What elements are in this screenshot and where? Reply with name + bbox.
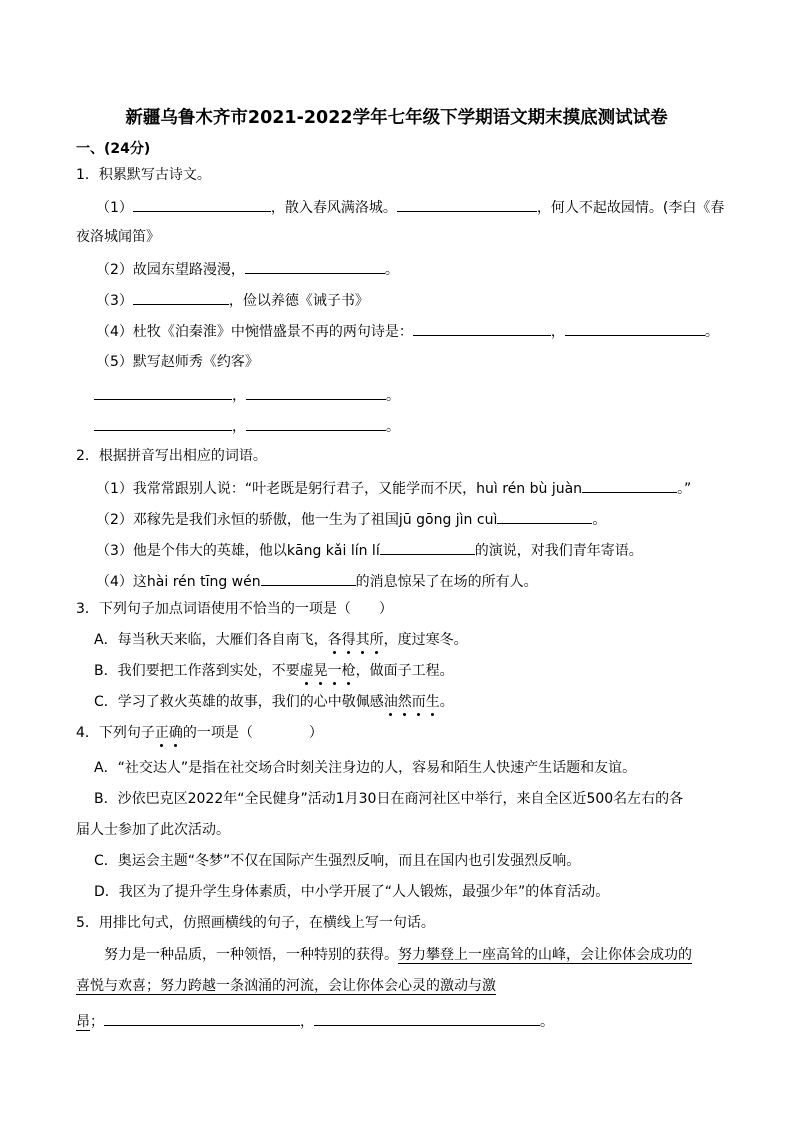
q2-i1-end: 。” (677, 481, 692, 497)
question-2-item-4 (96, 570, 538, 592)
emphasis-dot-char: 所 (369, 632, 384, 648)
emphasis-dot-char: 确 (168, 725, 183, 741)
emphasized-phrase (384, 694, 440, 710)
punctuation: ， (300, 1014, 314, 1030)
question-5-stem: 5．用排比句式，仿照画横线的句子，在横线上写一句话。 (76, 915, 435, 931)
emphasis-dot-char: 而 (411, 694, 426, 710)
answer-blank[interactable] (133, 289, 229, 305)
emphasized-word (155, 725, 183, 741)
stem-text: 4．下列句子 (76, 725, 155, 741)
emphasis-dot-char: 生 (425, 694, 440, 710)
answer-blank[interactable] (246, 415, 386, 431)
question-1-item-5: （5）默写赵师秀《约客》 (96, 354, 259, 370)
question-1-item-1 (96, 196, 724, 218)
question-4-option-b-cont: 届人士参加了此次活动。 (76, 822, 230, 838)
q1-i1-tail: ，何人不起故园情。(李白《春 (536, 200, 725, 216)
option-text: C．学习了救火英雄的故事，我们的心中敬佩感 (94, 694, 384, 710)
emphasis-dot-char: 得 (341, 632, 356, 648)
option-text: 。 (439, 694, 454, 710)
question-5-answer-line (76, 1010, 554, 1032)
q1-i1-prefix: （1） (96, 200, 133, 216)
answer-blank[interactable] (246, 384, 386, 400)
dotted-word (328, 632, 384, 648)
question-3-option-b[interactable] (94, 661, 454, 681)
q2-i2-end: 。 (592, 512, 607, 528)
underlined-example: 昂 (76, 1014, 90, 1030)
question-4-option-d[interactable]: D．我区为了提升学生身体素质，中小学开展了“人人锻炼，最强少年”的体育活动。 (94, 884, 610, 900)
question-2-stem: 2．根据拼音写出相应的词语。 (76, 448, 267, 464)
emphasis-dot-char: 然 (397, 694, 412, 710)
question-5-passage-line-1 (104, 945, 692, 965)
answer-blank[interactable] (582, 477, 677, 493)
passage-text: 努力是一种品质，一种领悟，一种特别的获得。 (104, 947, 398, 963)
q1-i5-r1-end: 。 (386, 388, 400, 404)
emphasized-phrase (328, 632, 384, 648)
punctuation: 。 (540, 1014, 554, 1030)
emphasis-dot-char: 其 (355, 632, 370, 648)
q2-i4-end: 的消息惊呆了在场的所有人。 (355, 574, 538, 590)
emphasis-dot-char: 各 (327, 632, 342, 648)
question-2-item-3 (96, 539, 643, 561)
q1-i5-r2-end: 。 (386, 419, 400, 435)
stem-text: 的一项是（ ） (182, 725, 323, 741)
question-1-item-1-cont: 夜洛城闻笛》 (76, 229, 160, 245)
question-4-option-a[interactable]: A．“社交达人”是指在社交场合时刻关注身边的人，容易和陌生人快速产生话题和友谊。 (94, 760, 637, 776)
answer-blank[interactable] (497, 508, 592, 524)
option-text: ，度过寒冬。 (383, 632, 468, 648)
answer-blank[interactable] (94, 415, 232, 431)
q1-i4-end: 。 (704, 324, 719, 340)
question-4-stem (76, 723, 323, 743)
q1-i1-mid: ，散入春风满洛城。 (270, 200, 397, 216)
answer-blank[interactable] (104, 1010, 300, 1026)
answer-blank[interactable] (380, 539, 475, 555)
emphasis-dot-char: 油 (383, 694, 398, 710)
question-4-option-b[interactable]: B．沙依巴克区2022年“全民健身”活动1月30日在商河社区中举行，来自全区近500名左右的各 (94, 791, 684, 807)
q2-i3-text: （3）他是个伟大的英雄，他以kāng kǎi lín lí (96, 543, 380, 559)
q1-i3-prefix: （3） (96, 293, 133, 309)
q1-i5-r2-comma: ， (232, 419, 246, 435)
underlined-example: 喜悦与欢喜；努力跨越一条汹涌的河流，会让你体会心灵的激动与激 (76, 978, 496, 994)
answer-blank[interactable] (565, 320, 705, 336)
q2-i3-end: 的演说，对我们青年寄语。 (474, 543, 643, 559)
q1-i5-r1-comma: ， (232, 388, 246, 404)
question-1-item-3 (96, 289, 369, 311)
punctuation: ； (90, 1014, 104, 1030)
question-1-item-2 (96, 258, 399, 280)
question-3-stem: 3．下列句子加点词语使用不恰当的一项是（ ） (76, 601, 393, 617)
q1-i4-text: （4）杜牧《泊秦淮》中惋惜盛景不再的两句诗是： (96, 324, 413, 340)
underlined-example: 努力攀登上一座高耸的山峰，会让你体会成功的 (398, 947, 692, 963)
question-1-item-5-row-2 (94, 415, 400, 437)
answer-blank[interactable] (133, 196, 271, 212)
question-5-passage-line-2 (76, 976, 496, 996)
answer-blank[interactable] (397, 196, 537, 212)
q1-i3-text: ，俭以养德《诫子书》 (228, 293, 369, 309)
emphasized-phrase (300, 663, 356, 679)
q2-i2-text: （2）邓稼先是我们永恒的骄傲，他一生为了祖国jū gōng jìn cuì (96, 512, 498, 528)
emphasis-dot-char: 晃 (313, 663, 328, 679)
q2-i4-text: （4）这hài rén tīng wén (96, 574, 261, 590)
answer-blank[interactable] (261, 570, 356, 586)
answer-blank[interactable] (94, 384, 232, 400)
q1-i4-comma: ， (550, 324, 565, 340)
question-1-item-4 (96, 320, 719, 342)
answer-blank[interactable] (245, 258, 385, 274)
emphasis-dot-char: 虚 (299, 663, 314, 679)
question-3-option-c[interactable] (94, 692, 454, 712)
section-heading: 一、(24分) (76, 141, 151, 157)
answer-blank[interactable] (314, 1010, 540, 1026)
emphasis-dot-char: 枪 (341, 663, 356, 679)
answer-blank[interactable] (413, 320, 551, 336)
question-4-option-c[interactable]: C．奥运会主题“冬梦”不仅在国际产生强烈反响，而且在国内也引发强烈反响。 (94, 853, 581, 869)
question-2-item-1 (96, 477, 691, 499)
q1-i2-text: （2）故园东望路漫漫， (96, 262, 245, 278)
question-1-item-5-row-1 (94, 384, 400, 406)
option-text: B．我们要把工作落到实处，不要 (94, 663, 300, 679)
emphasis-dot-char: 正 (154, 725, 169, 741)
page-title: 新疆乌鲁木齐市2021-2022学年七年级下学期语文期末摸底测试试卷 (125, 108, 668, 128)
q1-i2-end: 。 (384, 262, 399, 278)
q2-i1-text: （1）我常常跟别人说：“叶老既是躬行君子，又能学而不厌，huì rén bù juàn (96, 481, 583, 497)
question-1-stem: 1．积累默写古诗文。 (76, 167, 211, 183)
emphasis-dot-char: 一 (327, 663, 342, 679)
option-text: ，做面子工程。 (355, 663, 454, 679)
option-text: A．每当秋天来临，大雁们各自南飞， (94, 632, 328, 648)
question-3-option-a[interactable] (94, 630, 468, 650)
question-2-item-2 (96, 508, 606, 530)
